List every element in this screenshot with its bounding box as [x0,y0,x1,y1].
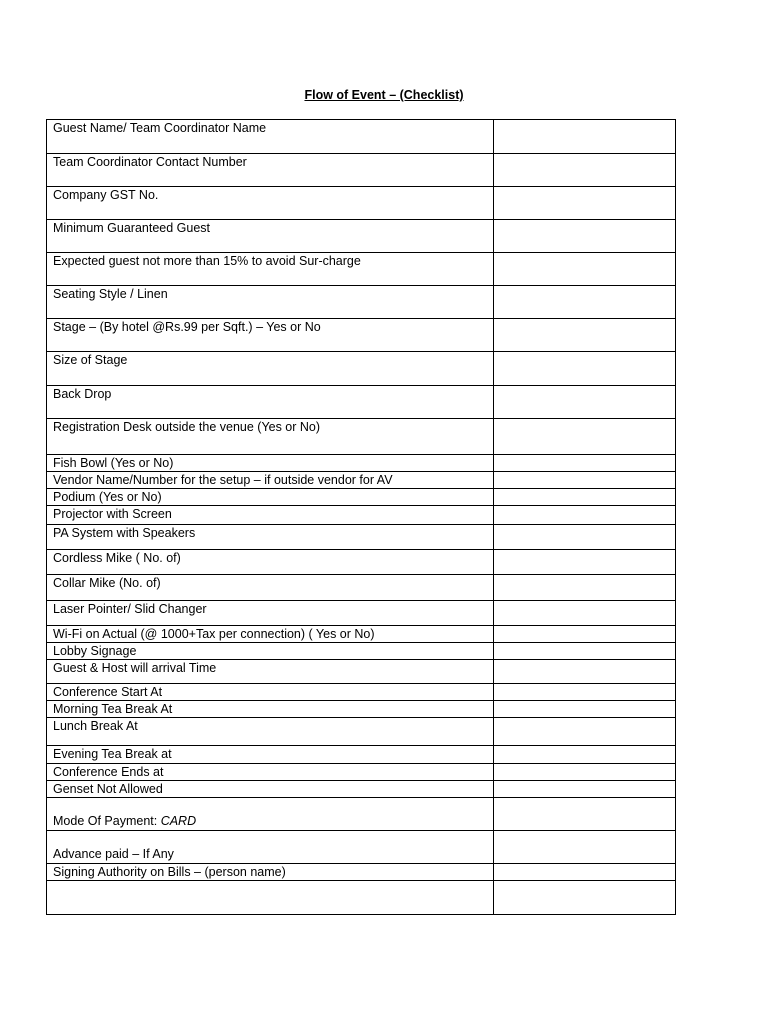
checklist-item-label [47,626,494,643]
checklist-item-label [47,187,494,220]
checklist-item-value[interactable] [494,831,676,864]
checklist-item-value[interactable] [494,684,676,701]
checklist-item-value[interactable] [494,626,676,643]
checklist-row [47,660,676,684]
checklist-item-label [47,831,494,864]
checklist-item-label [47,701,494,718]
checklist-row [47,352,676,386]
checklist-row [47,386,676,419]
checklist-item-text: Projector with Screen [53,507,172,521]
checklist-item-label [47,253,494,286]
checklist-item-text: Conference Start At [53,685,163,699]
checklist-item-text: Mode Of Payment: [53,814,161,828]
checklist-body [47,120,676,915]
checklist-item-label [47,575,494,601]
checklist-item-text: Team Coordinator Contact Number [53,155,247,169]
checklist-item-text: Lobby Signage [53,644,137,658]
checklist-item-text: Advance paid – If Any [53,847,174,861]
checklist-item-label [47,352,494,386]
checklist-row [47,550,676,575]
checklist-item-label [47,798,494,831]
checklist-row [47,781,676,798]
checklist-item-value[interactable] [494,550,676,575]
checklist-item-label [47,660,494,684]
checklist-row [47,154,676,187]
checklist-item-text: Guest Name/ Team Coordinator Name [53,121,267,135]
checklist-item-label [47,881,494,915]
checklist-item-value[interactable] [494,489,676,506]
checklist-item-label [47,746,494,764]
checklist-item-text: Podium (Yes or No) [53,490,162,504]
checklist-row [47,684,676,701]
checklist-row [47,220,676,253]
checklist-item-label [47,220,494,253]
checklist-item-text: PA System with Speakers [53,526,196,540]
checklist-item-value[interactable] [494,575,676,601]
checklist-item-text: Fish Bowl (Yes or No) [53,456,174,470]
checklist-item-value[interactable] [494,419,676,455]
checklist-item-text: Genset Not Allowed [53,782,163,796]
checklist-item-value[interactable] [494,781,676,798]
checklist-item-value[interactable] [494,187,676,220]
checklist-item-text: Cordless Mike ( No. of) [53,551,181,565]
checklist-item-label [47,864,494,881]
checklist-item-text: Stage – (By hotel @Rs.99 per Sqft.) – Yes or No [53,320,321,334]
checklist-row [47,626,676,643]
checklist-item-text: Guest & Host will arrival Time [53,661,217,675]
checklist-item-value[interactable] [494,455,676,472]
checklist-row [47,286,676,319]
checklist-row [47,187,676,220]
checklist-item-value[interactable] [494,472,676,489]
checklist-item-text: Lunch Break At [53,719,138,733]
checklist-row [47,764,676,781]
checklist-item-text [53,881,493,882]
checklist-item-value[interactable] [494,286,676,319]
checklist-item-label [47,489,494,506]
checklist-item-value[interactable] [494,881,676,915]
checklist-item-text: Seating Style / Linen [53,287,168,301]
checklist-item-value[interactable] [494,601,676,626]
checklist-item-label [47,319,494,352]
checklist-item-label [47,472,494,489]
checklist-row [47,798,676,831]
checklist-item-label [47,154,494,187]
checklist-item-value[interactable] [494,660,676,684]
checklist-item-text: Back Drop [53,387,112,401]
checklist-row [47,881,676,915]
checklist-row [47,489,676,506]
checklist-item-label [47,601,494,626]
checklist-row [47,746,676,764]
checklist-row [47,701,676,718]
checklist-item-label [47,120,494,154]
checklist-item-text: Vendor Name/Number for the setup – if outside vendor for AV [53,473,393,487]
checklist-item-label [47,718,494,746]
checklist-item-value[interactable] [494,220,676,253]
checklist-table [46,119,676,915]
checklist-item-label [47,550,494,575]
checklist-item-text: Minimum Guaranteed Guest [53,221,211,235]
checklist-item-label [47,781,494,798]
checklist-item-text: Size of Stage [53,353,128,367]
checklist-item-text: Morning Tea Break At [53,702,173,716]
checklist-item-label [47,643,494,660]
checklist-item-text: Evening Tea Break at [53,747,172,761]
checklist-item-label [47,455,494,472]
checklist-item-text: Signing Authority on Bills – (person name) [53,865,286,879]
checklist-item-value[interactable] [494,864,676,881]
checklist-item-text: Conference Ends at [53,765,164,779]
checklist-item-value[interactable] [494,506,676,525]
checklist-item-value[interactable] [494,352,676,386]
checklist-item-value[interactable] [494,746,676,764]
checklist-row [47,253,676,286]
checklist-row [47,506,676,525]
checklist-row [47,643,676,660]
checklist-item-text: Laser Pointer/ Slid Changer [53,602,207,616]
checklist-item-value[interactable] [494,120,676,154]
checklist-item-line [53,798,493,829]
checklist-item-text: Expected guest not more than 15% to avoid Sur-charge [53,254,361,268]
checklist-item-value[interactable] [494,319,676,352]
checklist-row [47,319,676,352]
checklist-item-value[interactable] [494,386,676,419]
checklist-row [47,718,676,746]
checklist-item-label [47,525,494,550]
checklist-item-value[interactable] [494,701,676,718]
checklist-row [47,419,676,455]
checklist-row [47,601,676,626]
checklist-item-value[interactable] [494,718,676,746]
payment-mode-value: CARD [160,814,197,828]
checklist-item-value[interactable] [494,154,676,187]
checklist-row [47,472,676,489]
checklist-item-value[interactable] [494,643,676,660]
checklist-item-label [47,506,494,525]
checklist-item-value[interactable] [494,253,676,286]
document-title: Flow of Event – (Checklist) [304,88,464,102]
checklist-row [47,864,676,881]
checklist-item-label [47,764,494,781]
checklist-item-label [47,286,494,319]
checklist-row [47,120,676,154]
checklist-item-value[interactable] [494,764,676,781]
checklist-row [47,525,676,550]
checklist-item-text: Company GST No. [53,188,159,202]
checklist-row [47,455,676,472]
checklist-item-text: Collar Mike (No. of) [53,576,161,590]
checklist-item-value[interactable] [494,798,676,831]
checklist-item-text: Wi-Fi on Actual (@ 1000+Tax per connection) ( Yes or No) [53,627,375,641]
checklist-item-label [47,386,494,419]
checklist-item-label [47,419,494,455]
checklist-item-text: Registration Desk outside the venue (Yes or No) [53,420,321,434]
checklist-item-value[interactable] [494,525,676,550]
checklist-item-label [47,684,494,701]
checklist-row [47,831,676,864]
checklist-row [47,575,676,601]
